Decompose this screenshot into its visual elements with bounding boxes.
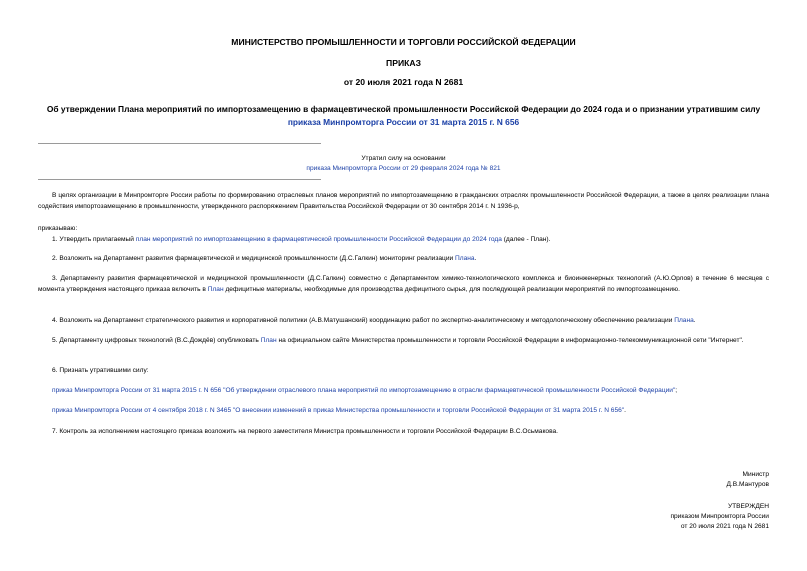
item-3-text: 3. Департаменту развития фармацевтической и медицинской промышленности (Д.С.Галкин) совместно с Департаментом химико-технологического комплекса и биоинженерных технологий (А.Ю.Орлов) в течение 6 месяцев с момента утверждения настоящего приказа включить в <box>38 275 769 293</box>
item-1-text: 1. Утвердить прилагаемый <box>52 236 136 243</box>
approval-order: приказом Минпромторга России <box>670 513 769 520</box>
item-5-end: на официальном сайте Министерства промышленности и торговли Российской Федерации в информационно-телекоммуникационной сети "Интернет". <box>276 337 744 344</box>
item-3 <box>38 274 769 295</box>
item-7: 7. Контроль за исполнением настоящего приказа возложить на первого заместителя Министра промышленности и торговли Российской Федерации В.С.Осьмакова. <box>52 428 559 435</box>
approval-stamp: УТВЕРЖДЕН <box>727 503 769 510</box>
item-6-1-end: ; <box>675 387 678 394</box>
ministry-heading: МИНИСТЕРСТВО ПРОМЫШЛЕННОСТИ И ТОРГОВЛИ РОССИЙСКОЙ ФЕДЕРАЦИИ <box>231 37 576 47</box>
status-link[interactable]: приказа Минпромторга России от 29 февраля 2024 года № 821 <box>306 165 501 172</box>
title-text: Об утверждении Плана мероприятий по импортозамещению в фармацевтической промышленности Российской Федерации до 2024 года и о признании утратившим силу <box>46 104 761 114</box>
item-2-end: . <box>474 255 477 262</box>
repealed-order-656-link[interactable]: приказ Минпромторга России от 31 марта 2015 г. N 656 "Об утверждении отраслевого плана мероприятий по импортозамещению в отрасли фармацевтической промышленности Российской Федерации" <box>52 387 676 394</box>
item-6-2 <box>52 407 626 414</box>
item-4-link[interactable]: Плана <box>674 317 694 324</box>
document-title <box>30 103 777 129</box>
repealed-order-3465-link[interactable]: приказ Минпромторга России от 4 сентября 2018 г. N 3465 "О внесении изменений в приказ Министерства промышленности и торговли Российской Федерации от 31 марта 2015 г. N 656" <box>52 407 625 414</box>
signature-position: Министр <box>742 471 769 478</box>
divider-bottom <box>38 179 321 180</box>
item-4 <box>52 317 696 324</box>
item-4-text: 4. Возложить на Департамент стратегического развития и корпоративной политики (А.В.Матушанский) координацию работ по экспертно-аналитическому и методологическому обеспечению реализации <box>52 317 675 324</box>
title-link[interactable]: приказа Минпромторга России от 31 марта 2015 г. N 656 <box>287 117 520 127</box>
divider-top <box>38 143 321 144</box>
date-number: от 20 июля 2021 года N 2681 <box>343 77 464 87</box>
item-1 <box>52 236 550 243</box>
item-2-link[interactable]: Плана <box>455 255 475 262</box>
item-3-link[interactable]: План <box>207 285 224 293</box>
item-5 <box>38 336 769 347</box>
item-2-text: 2. Возложить на Департамент развития фармацевтической и медицинской промышленности (Д.С.Галкин) мониторинг реализации <box>52 255 456 262</box>
approval-date: от 20 июля 2021 года N 2681 <box>680 523 769 530</box>
doc-type-heading: ПРИКАЗ <box>386 58 421 68</box>
item-5-text: 5. Департаменту цифровых технологий (В.С.Дождёв) опубликовать <box>52 337 261 344</box>
intro-paragraph: В целях организации в Минпромторге России работы по формированию отраслевых планов мероприятий по импортозамещению в гражданских отраслях промышленности Российской Федерации, а также в целях реализации плана содействия импортозамещению в промышленности, утвержденного распоряжением Правительства Российской Федерации от 30 сентября 2014 г. N 1936-р, <box>38 192 769 210</box>
item-4-end: . <box>693 317 696 324</box>
orders-word: приказываю: <box>38 225 78 232</box>
status-link-row <box>0 164 807 174</box>
item-1-end: (далее - План). <box>501 236 551 243</box>
item-6: 6. Признать утратившими силу: <box>52 367 149 374</box>
signature-name: Д.В.Мантуров <box>726 481 769 488</box>
item-5-link[interactable]: План <box>260 337 277 344</box>
item-6-2-end: . <box>624 407 626 414</box>
item-3-end: дефицитные материалы, необходимые для производства дефицитного сырья, для последующей реализации мероприятий по импортозамещению. <box>223 285 680 293</box>
status-line: Утратил силу на основании <box>361 155 446 162</box>
item-2 <box>52 255 476 262</box>
item-6-1 <box>52 387 677 394</box>
item-1-link[interactable]: план мероприятий по импортозамещению в фармацевтической промышленности Российской Федерации до 2024 года <box>135 236 502 243</box>
